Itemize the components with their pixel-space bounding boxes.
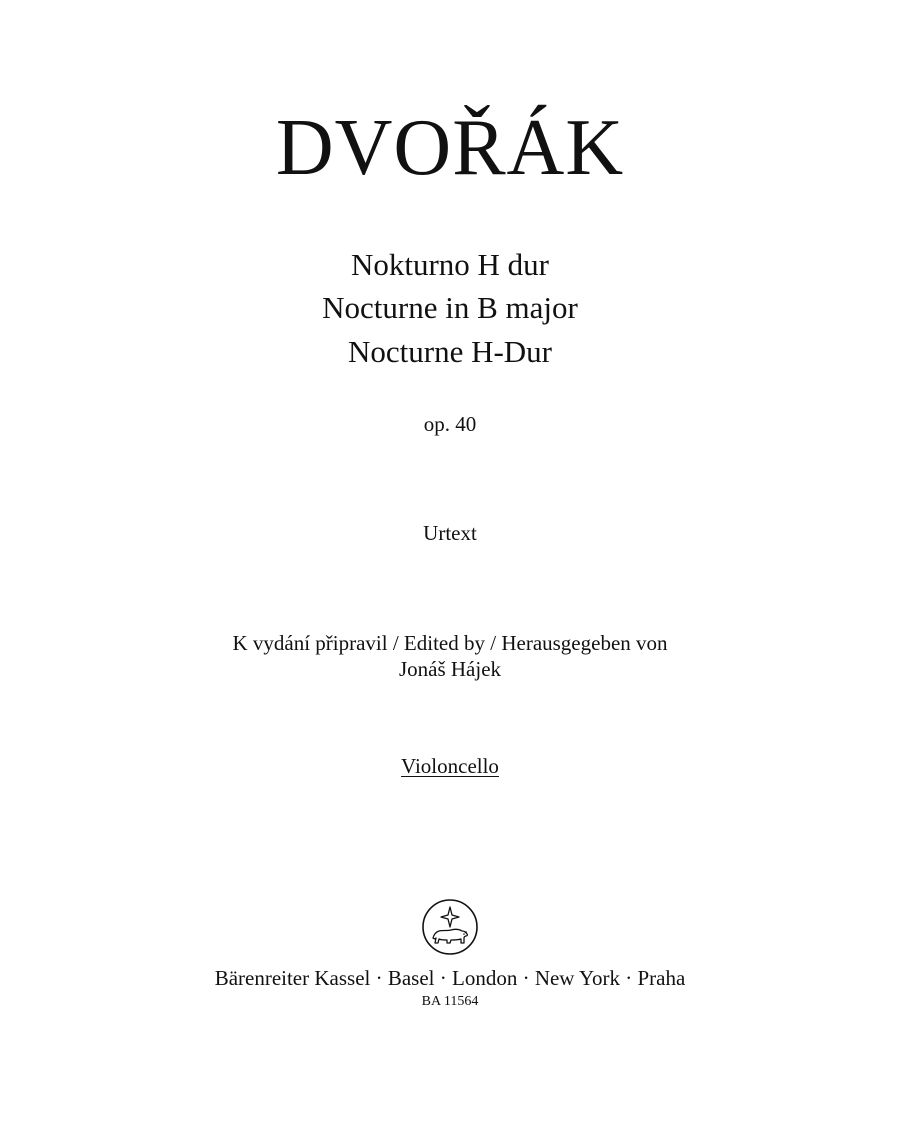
title-german: Nocturne H-Dur [347, 334, 552, 369]
instrument-part [0, 753, 900, 779]
editor-label: K vydání připravil / Edited by / Herausgegeben von [232, 631, 668, 655]
catalog-number: BA 11564 [421, 994, 479, 1009]
composer-name: DVOŘÁK [275, 104, 625, 192]
publisher-cities: Bärenreiter Kassel · Basel · London · New York · Praha [214, 966, 686, 990]
editor-name: Jonáš Hájek [398, 657, 502, 681]
title-czech: Nokturno H dur [350, 247, 550, 282]
opus-number: op. 40 [423, 412, 477, 436]
edition-type: Urtext [423, 521, 477, 545]
instrument-label: Violoncello [401, 754, 499, 778]
baerenreiter-bear-star-icon [421, 898, 479, 956]
title-english: Nocturne in B major [322, 290, 578, 325]
